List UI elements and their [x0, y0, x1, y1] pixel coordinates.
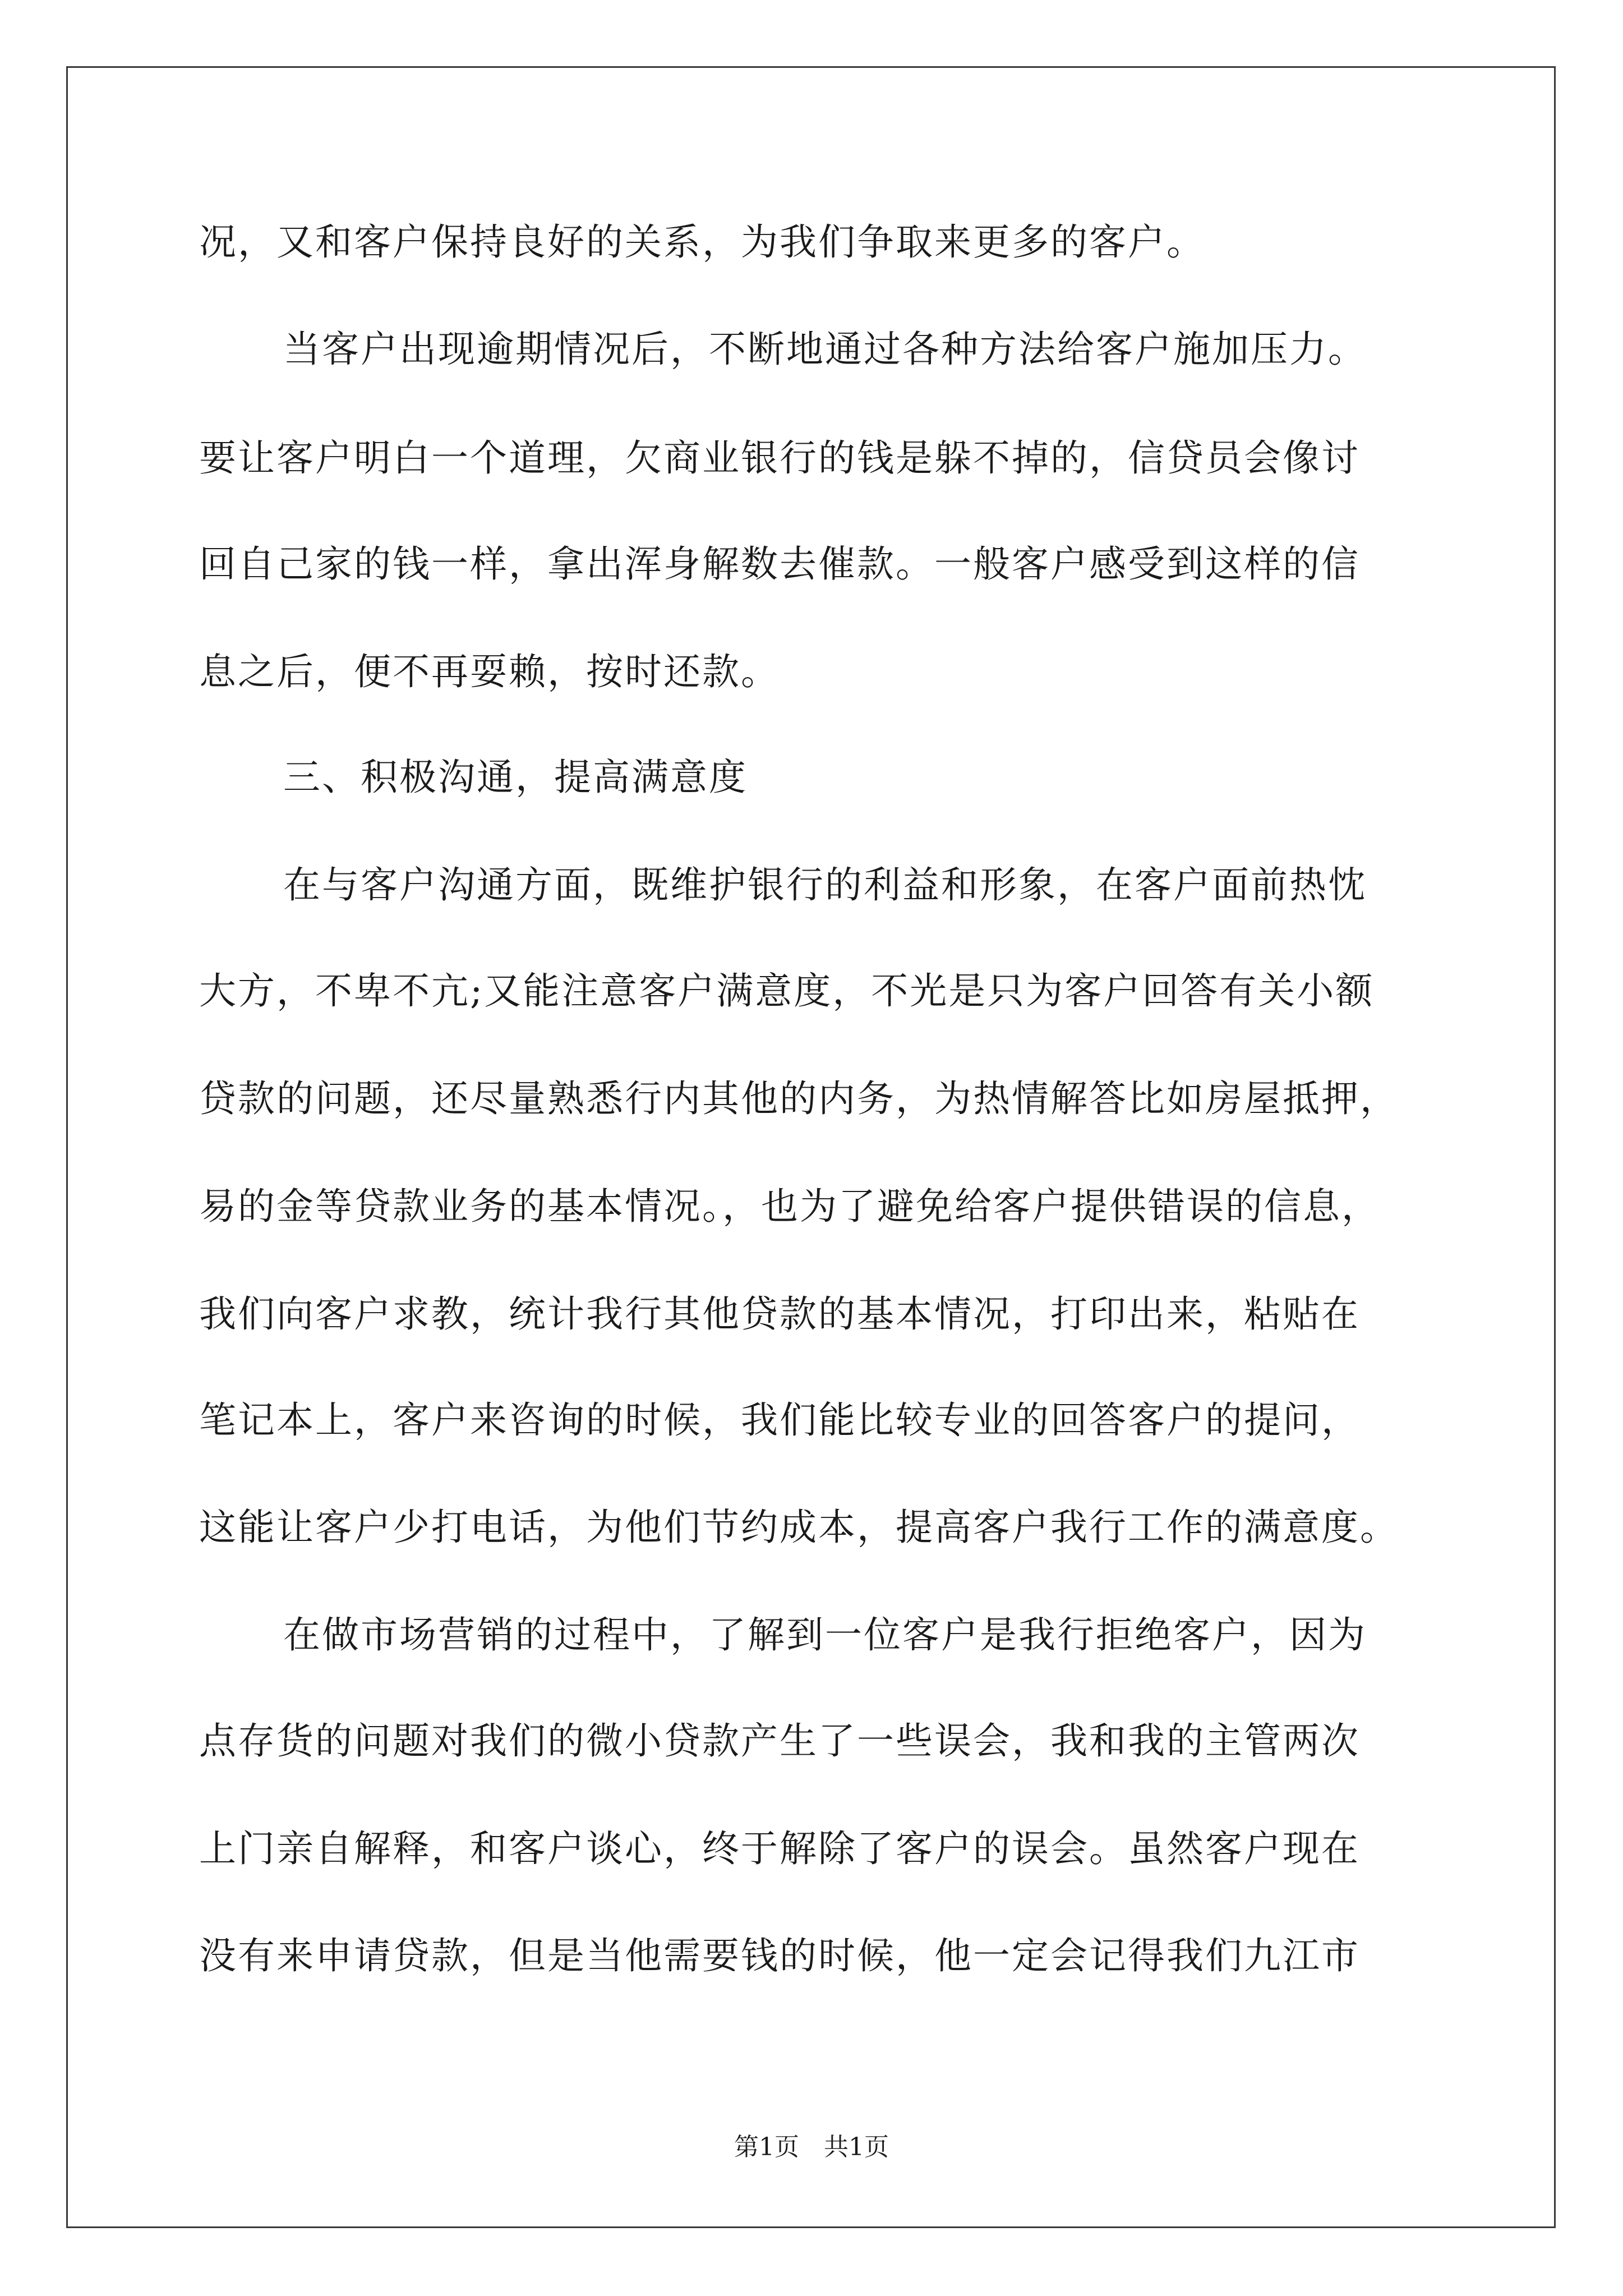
text-line-8: 大方，不卑不亢;又能注意客户满意度，不光是只为客户回答有关小额: [199, 969, 1375, 1013]
text-line-2: 当客户出现逾期情况后，不断地通过各种方法给客户施加压力。: [283, 328, 1367, 371]
text-line-14: 在做市场营销的过程中，了解到一位客户是我行拒绝客户，因为: [283, 1613, 1367, 1657]
page-total: 共1页: [824, 2133, 889, 2161]
page-number: 第1页: [734, 2133, 799, 2161]
text-line-4: 回自己家的钱一样，拿出浑身解数去催款。一般客户感受到这样的信: [199, 542, 1360, 586]
text-line-3: 要让客户明白一个道理，欠商业银行的钱是躲不掉的，信贷员会像讨: [199, 436, 1360, 480]
text-line-15: 点存货的问题对我们的微小贷款产生了一些误会，我和我的主管两次: [199, 1719, 1360, 1763]
text-line-16: 上门亲自解释，和客户谈心，终于解除了客户的误会。虽然客户现在: [199, 1827, 1360, 1870]
text-line-7: 在与客户沟通方面，既维护银行的利益和形象，在客户面前热忱: [283, 863, 1367, 907]
text-line-12: 笔记本上，客户来咨询的时候，我们能比较专业的回答客户的提问，: [199, 1398, 1360, 1442]
text-line-17: 没有来申请贷款，但是当他需要钱的时候，他一定会记得我们九江市: [199, 1934, 1360, 1977]
page-footer: [0, 2132, 1623, 2163]
text-line-10: 易的金等贷款业务的基本情况。，也为了避免给客户提供错误的信息，: [199, 1185, 1380, 1228]
text-line-1: 况，又和客户保持良好的关系，为我们争取来更多的客户。: [199, 220, 1205, 264]
text-line-5: 息之后，便不再耍赖，按时还款。: [199, 650, 780, 693]
section-heading: 三、积极沟通，提高满意度: [283, 756, 748, 799]
page-border: [66, 66, 1556, 2228]
text-line-11: 我们向客户求教，统计我行其他贷款的基本情况，打印出来，粘贴在: [199, 1292, 1360, 1336]
text-line-9: 贷款的问题，还尽量熟悉行内其他的内务，为热情解答比如房屋抵押，: [199, 1077, 1399, 1120]
text-line-13: 这能让客户少打电话，为他们节约成本，提高客户我行工作的满意度。: [199, 1506, 1399, 1549]
